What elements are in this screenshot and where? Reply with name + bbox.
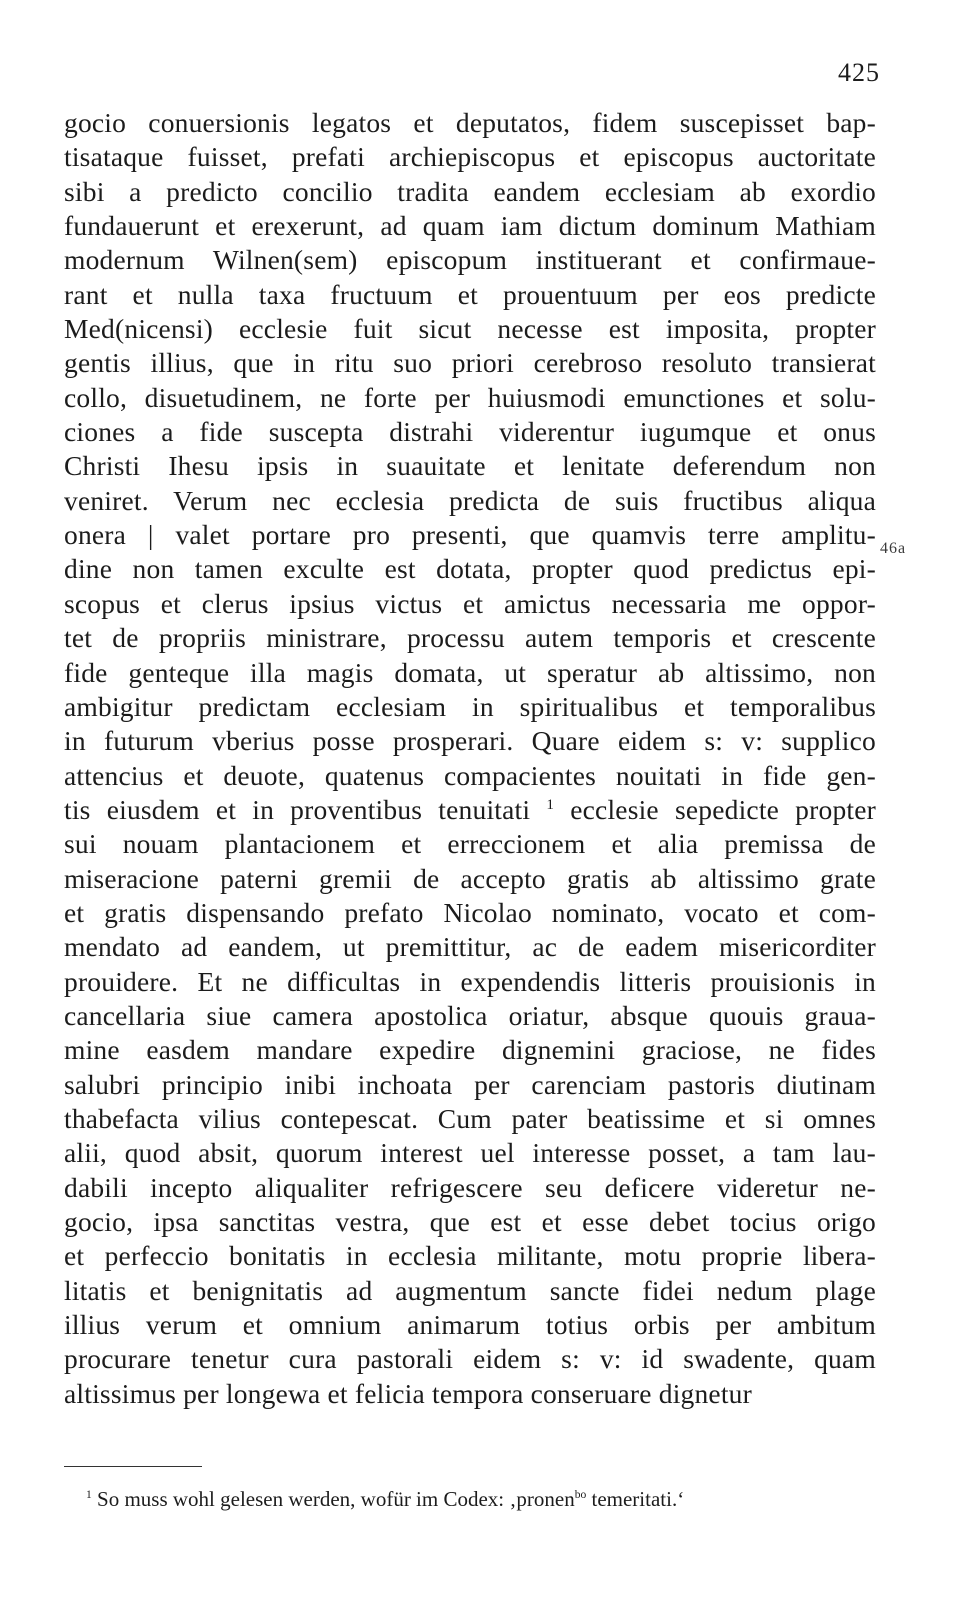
text-line: litatis et benignitatis ad augmentum sancte fidei nedum plage <box>64 1274 876 1306</box>
text-line: tet de propriis ministrare, processu autem temporis et crescente <box>64 622 876 654</box>
footnote-divider <box>64 1466 202 1467</box>
text-line: gocio, ipsa sanctitas vestra, que est et esse debet tocius origo <box>64 1206 876 1237</box>
text-line: in futurum vberius posse prosperari. Quare eidem s: v: supplico <box>64 725 876 757</box>
footnote-superscript: bo <box>574 1489 587 1501</box>
page-number: 425 <box>838 58 880 87</box>
text-line: fundauerunt et erexerunt, ad quam iam dictum dominum Mathiam <box>64 210 876 242</box>
text-line: mendato ad eandem, ut premittitur, ac de eadem misericorditer <box>64 931 876 963</box>
text-line: et gratis dispensando prefato Nicolao nominato, vocato et com- <box>64 896 876 928</box>
text-line: thabefacta vilius contepescat. Cum pater beatissime et si omnes <box>64 1102 876 1134</box>
text-line: alii, quod absit, quorum interest uel interesse posset, a tam lau- <box>64 1137 876 1169</box>
text-line: salubri principio inibi inchoata per carenciam pastoris diutinam <box>64 1068 876 1100</box>
margin-note: 46a <box>880 540 907 557</box>
text-line: prouidere. Et ne difficultas in expendendis litteris prouisionis in <box>64 965 876 997</box>
text-line: collo, disuetudinem, ne forte per huiusmodi emunctiones et solu- <box>64 381 876 413</box>
text-line: gocio conuersionis legatos et deputatos, fidem suscepisset bap- <box>64 107 876 138</box>
footnote-marker: 1 <box>86 1489 92 1501</box>
text-line: attencius et deuote, quatenus compacientes nouitati in fide gen- <box>64 759 876 791</box>
text-line-part: tis eiusdem et in proventibus tenuitati <box>64 793 547 825</box>
text-line: ciones a fide suscepta distrahi viderentur iugumque et onus <box>64 416 876 448</box>
text-line-part: ecclesie sepedicte propter <box>554 793 876 825</box>
text-line: onera | valet portare pro presenti, que quamvis terre amplitu- <box>64 519 876 551</box>
text-line: mine easdem mandare expedire dignemini graciose, ne fides <box>64 1034 876 1066</box>
text-line: scopus et clerus ipsius victus et amictus necessaria me oppor- <box>64 587 876 619</box>
text-line: ambigitur predictam ecclesiam in spiritualibus et temporalibus <box>64 690 876 722</box>
footnote-text: So muss wohl gelesen werden, wofür im Codex: ‚pronen <box>97 1487 575 1511</box>
text-line: miseracione paterni gremii de accepto gratis ab altissimo grate <box>64 862 876 894</box>
text-line <box>64 793 876 827</box>
footnote-reference: 1 <box>546 796 555 813</box>
text-line: illius verum et omnium animarum totius orbis per ambitum <box>64 1309 876 1341</box>
text-line: gentis illius, que in ritu suo priori cerebroso resoluto transierat <box>64 347 876 379</box>
text-line: rant et nulla taxa fructuum et prouentuum per eos predicte <box>64 278 876 310</box>
text-line: altissimus per longewa et felicia tempora conseruare dignetur <box>64 1377 752 1409</box>
footnote-text-end: temeritati.‘ <box>586 1487 685 1511</box>
text-line: fide genteque illa magis domata, ut speratur ab altissimo, non <box>64 656 876 688</box>
text-line: Med(nicensi) ecclesie fuit sicut necesse est imposita, propter <box>64 313 876 345</box>
text-line: et perfeccio bonitatis in ecclesia militante, motu proprie libera- <box>64 1240 876 1272</box>
text-line: dine non tamen exculte est dotata, propter quod predictus epi- <box>64 553 876 585</box>
text-line: procurare tenetur cura pastorali eidem s: v: id swadente, quam <box>64 1343 876 1375</box>
text-line: sibi a predicto concilio tradita eandem ecclesiam ab exordio <box>64 175 876 207</box>
text-line: sui nouam plantacionem et erreccionem et alia premissa de <box>64 828 876 860</box>
text-line: Christi Ihesu ipsis in suauitate et lenitate deferendum non <box>64 450 876 482</box>
text-line: tisataque fuisset, prefati archiepiscopus et episcopus auctoritate <box>64 141 876 173</box>
text-line: veniret. Verum nec ecclesia predicta de suis fructibus aliqua <box>64 484 876 516</box>
text-line: dabili incepto aliqualiter refrigescere seu deficere videretur ne- <box>64 1171 876 1203</box>
text-line: cancellaria siue camera apostolica oriatur, absque quouis graua- <box>64 999 876 1031</box>
body-text <box>64 106 876 1411</box>
text-line: modernum Wilnen(sem) episcopum instituerant et confirmaue- <box>64 244 876 276</box>
footnote <box>86 1484 876 1514</box>
